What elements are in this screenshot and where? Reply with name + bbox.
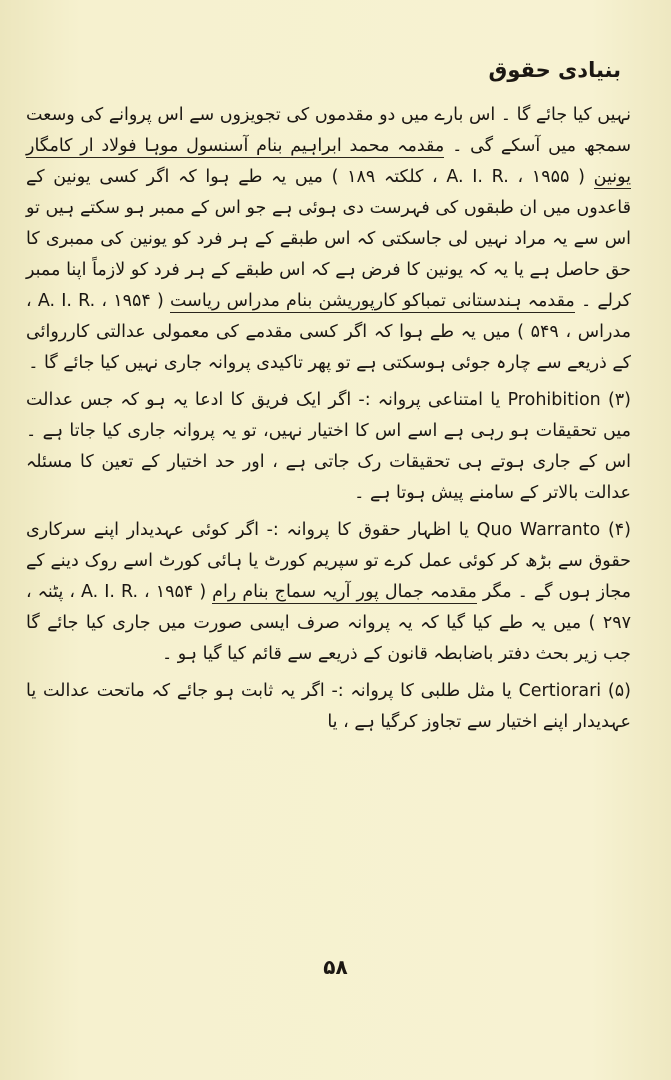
section-text: میں یہ طے کیا گیا کہ یہ پروانہ صرف ایسی صورت میں جاری کیا جائے گا جب زیر بحث دفتر باضابطہ قانون کے ذریعے سے قائم کیا گیا ہو ۔ (26, 613, 631, 664)
running-header: بنیادی حقوق (488, 58, 621, 82)
section-text: اگر ایک فریق کا ادعا یہ ہو کہ جس عدالت میں تحقیقات ہو رہی ہے اسے اس کا اختیار نہیں، تو یہ پروانہ جاری کیا جاتا ہے ۔ اس کے جاری ہوتے ہی تحقیقات رک جاتی ہے ، اور حد اختیار کے تعین کا مسئلہ عدالت بالاتر کے سامنے پیش ہوتا ہے ۔ (26, 390, 631, 503)
body-paragraph (26, 100, 631, 379)
section-certiorari (26, 676, 631, 738)
paragraph-text: میں یہ طے ہوا کہ اگر کسی مقدمے کی معمولی عدالتی کارروائی کے ذریعے سے چارہ جوئی ہوسکتی ہے تو پھر تاکیدی پروانہ جاری نہیں کیا جائے گا ۔ (26, 322, 631, 373)
section-number: (۴) (607, 520, 631, 540)
case-title: مقدمہ ہندستانی تمباکو کارپوریشن بنام مدراس ریاست (169, 291, 575, 311)
case-citation: ( A. I. R. ، ۱۹۵۵ ، کلکتہ ۱۸۹ ) (331, 167, 585, 187)
case-citation: ( A. I. R. ، ۱۹۵۴ ، پٹنہ ، ۲۹۷ ) (26, 582, 632, 633)
page-number: ۵۸ (323, 955, 348, 979)
page-body (26, 100, 631, 738)
section-text: اگر کوئی عہدیدار اپنے سرکاری حقوق سے بڑھ کر کوئی عمل کرے تو سپریم کورٹ یا ہائی کورٹ اسے روک دینے کے مجاز ہوں گے ۔ مگر (26, 520, 632, 602)
paragraph-text: نہیں کیا جائے گا ۔ اس بارے میں دو مقدموں کی تجویزوں سے اس پروانے کی وسعت سمجھ میں آسکے گی ۔ (26, 105, 631, 156)
section-latin-term: Prohibition (507, 390, 601, 410)
case-citation: ( A. I. R. ، ۱۹۵۴ ، مدراس ، ۵۴۹ ) (26, 291, 632, 342)
section-heading: یا مثل طلبی کا پروانہ :- (331, 681, 512, 701)
section-prohibition (26, 385, 631, 509)
section-quo-warranto (26, 515, 631, 670)
section-latin-term: Quo Warranto (476, 520, 601, 540)
section-heading: یا امتناعی پروانہ :- (358, 390, 501, 410)
case-title: مقدمہ جمال پور آریہ سماج بنام رام (212, 582, 477, 602)
section-number: (۵) (607, 681, 631, 701)
section-heading: یا اظہار حقوق کا پروانہ :- (266, 520, 470, 540)
paragraph-text: میں یہ طے ہوا کہ اگر کسی یونین کے قاعدوں میں ان طبقوں کی فہرست دی ہوئی ہے جو اس کے ممبر ہو سکتے ہیں تو اس سے یہ مراد نہیں لی جاسکتی کہ اس طبقے کے ہر فرد کو یونین کی ممبری کا حق حاصل ہے یا یہ کہ یونین کا فرض ہے کہ اس طبقے کے ہر فرد کو لازماً اپنا ممبر کرلے ۔ (26, 167, 631, 311)
section-number: (۳) (607, 390, 631, 410)
section-latin-term: Certiorari (518, 681, 602, 701)
section-text: اگر یہ ثابت ہو جائے کہ ماتحت عدالت یا عہدیدار اپنے اختیار سے تجاوز کرگیا ہے ، یا (26, 681, 631, 732)
case-title: مقدمہ محمد ابراہیم بنام آسنسول موہا فولاد ار کامگار یونین (26, 136, 632, 187)
